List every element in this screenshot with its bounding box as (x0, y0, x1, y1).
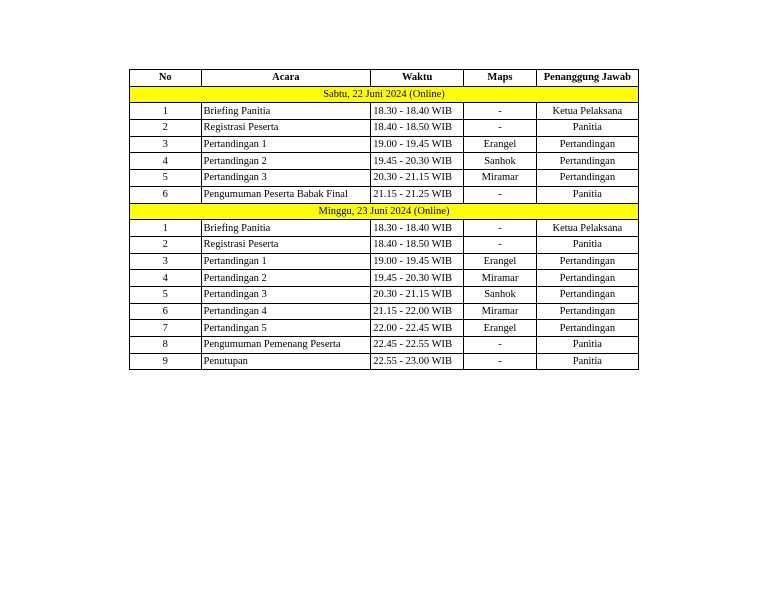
cell-waktu: 19.00 - 19.45 WIB (371, 136, 464, 153)
cell-acara: Pengumuman Peserta Babak Final (201, 186, 371, 203)
cell-penanggung-jawab: Pertandingan (536, 320, 638, 337)
cell-no: 9 (130, 353, 202, 370)
table-row (130, 320, 639, 337)
cell-waktu: 18.30 - 18.40 WIB (371, 220, 464, 237)
table-row (130, 170, 639, 187)
cell-waktu: 20.30 - 21.15 WIB (371, 286, 464, 303)
cell-maps: - (464, 337, 537, 354)
cell-penanggung-jawab: Panitia (536, 337, 638, 354)
cell-no: 2 (130, 236, 202, 253)
cell-acara: Penutupan (201, 353, 371, 370)
cell-maps: Sanhok (464, 153, 537, 170)
cell-waktu: 19.45 - 20.30 WIB (371, 153, 464, 170)
cell-penanggung-jawab: Pertandingan (536, 253, 638, 270)
cell-penanggung-jawab: Panitia (536, 353, 638, 370)
cell-maps: - (464, 353, 537, 370)
cell-no: 5 (130, 286, 202, 303)
cell-maps: Miramar (464, 270, 537, 287)
header-maps: Maps (464, 70, 537, 87)
table-row (130, 236, 639, 253)
table-row (130, 103, 639, 120)
cell-acara: Pertandingan 5 (201, 320, 371, 337)
day-header-row (130, 86, 639, 103)
table-row (130, 253, 639, 270)
cell-no: 1 (130, 220, 202, 237)
cell-waktu: 18.40 - 18.50 WIB (371, 120, 464, 137)
cell-penanggung-jawab: Ketua Pelaksana (536, 220, 638, 237)
cell-maps: - (464, 103, 537, 120)
cell-waktu: 22.45 - 22.55 WIB (371, 337, 464, 354)
cell-waktu: 21.15 - 21.25 WIB (371, 186, 464, 203)
cell-no: 5 (130, 170, 202, 187)
cell-penanggung-jawab: Pertandingan (536, 303, 638, 320)
cell-waktu: 22.55 - 23.00 WIB (371, 353, 464, 370)
cell-acara: Pertandingan 4 (201, 303, 371, 320)
cell-penanggung-jawab: Pertandingan (536, 170, 638, 187)
header-no: No (130, 70, 202, 87)
header-waktu: Waktu (371, 70, 464, 87)
cell-acara: Pertandingan 1 (201, 253, 371, 270)
cell-maps: - (464, 236, 537, 253)
cell-maps: Miramar (464, 170, 537, 187)
cell-maps: Erangel (464, 136, 537, 153)
schedule-body (130, 86, 639, 370)
cell-acara: Registrasi Peserta (201, 236, 371, 253)
cell-waktu: 18.30 - 18.40 WIB (371, 103, 464, 120)
cell-penanggung-jawab: Ketua Pelaksana (536, 103, 638, 120)
cell-penanggung-jawab: Panitia (536, 186, 638, 203)
cell-maps: Erangel (464, 320, 537, 337)
header-penanggung-jawab: Penanggung Jawab (536, 70, 638, 87)
cell-no: 3 (130, 253, 202, 270)
cell-acara: Pertandingan 3 (201, 286, 371, 303)
cell-penanggung-jawab: Pertandingan (536, 286, 638, 303)
cell-acara: Pertandingan 1 (201, 136, 371, 153)
table-row (130, 220, 639, 237)
table-row (130, 136, 639, 153)
header-row (130, 70, 639, 87)
schedule-table (129, 69, 639, 370)
cell-no: 7 (130, 320, 202, 337)
day-title: Minggu, 23 Juni 2024 (Online) (130, 203, 639, 220)
cell-waktu: 18.40 - 18.50 WIB (371, 236, 464, 253)
cell-acara: Pengumuman Pemenang Peserta (201, 337, 371, 354)
cell-waktu: 22.00 - 22.45 WIB (371, 320, 464, 337)
day-title: Sabtu, 22 Juni 2024 (Online) (130, 86, 639, 103)
cell-penanggung-jawab: Panitia (536, 236, 638, 253)
table-row (130, 186, 639, 203)
cell-acara: Pertandingan 2 (201, 270, 371, 287)
cell-no: 6 (130, 303, 202, 320)
cell-no: 6 (130, 186, 202, 203)
cell-acara: Pertandingan 2 (201, 153, 371, 170)
cell-maps: Erangel (464, 253, 537, 270)
cell-acara: Registrasi Peserta (201, 120, 371, 137)
table-row (130, 153, 639, 170)
cell-waktu: 19.00 - 19.45 WIB (371, 253, 464, 270)
table-row (130, 353, 639, 370)
cell-no: 4 (130, 153, 202, 170)
cell-maps: - (464, 120, 537, 137)
cell-maps: Sanhok (464, 286, 537, 303)
cell-penanggung-jawab: Pertandingan (536, 153, 638, 170)
cell-maps: - (464, 186, 537, 203)
header-acara: Acara (201, 70, 371, 87)
cell-waktu: 19.45 - 20.30 WIB (371, 270, 464, 287)
cell-maps: - (464, 220, 537, 237)
table-row (130, 303, 639, 320)
table-row (130, 337, 639, 354)
cell-penanggung-jawab: Pertandingan (536, 270, 638, 287)
table-row (130, 270, 639, 287)
cell-acara: Briefing Panitia (201, 220, 371, 237)
cell-waktu: 20.30 - 21.15 WIB (371, 170, 464, 187)
cell-no: 8 (130, 337, 202, 354)
cell-maps: Miramar (464, 303, 537, 320)
cell-no: 4 (130, 270, 202, 287)
cell-waktu: 21.15 - 22.00 WIB (371, 303, 464, 320)
day-header-row (130, 203, 639, 220)
cell-no: 2 (130, 120, 202, 137)
cell-no: 1 (130, 103, 202, 120)
cell-acara: Pertandingan 3 (201, 170, 371, 187)
cell-penanggung-jawab: Panitia (536, 120, 638, 137)
cell-no: 3 (130, 136, 202, 153)
table-row (130, 286, 639, 303)
table-row (130, 120, 639, 137)
cell-penanggung-jawab: Pertandingan (536, 136, 638, 153)
cell-acara: Briefing Panitia (201, 103, 371, 120)
